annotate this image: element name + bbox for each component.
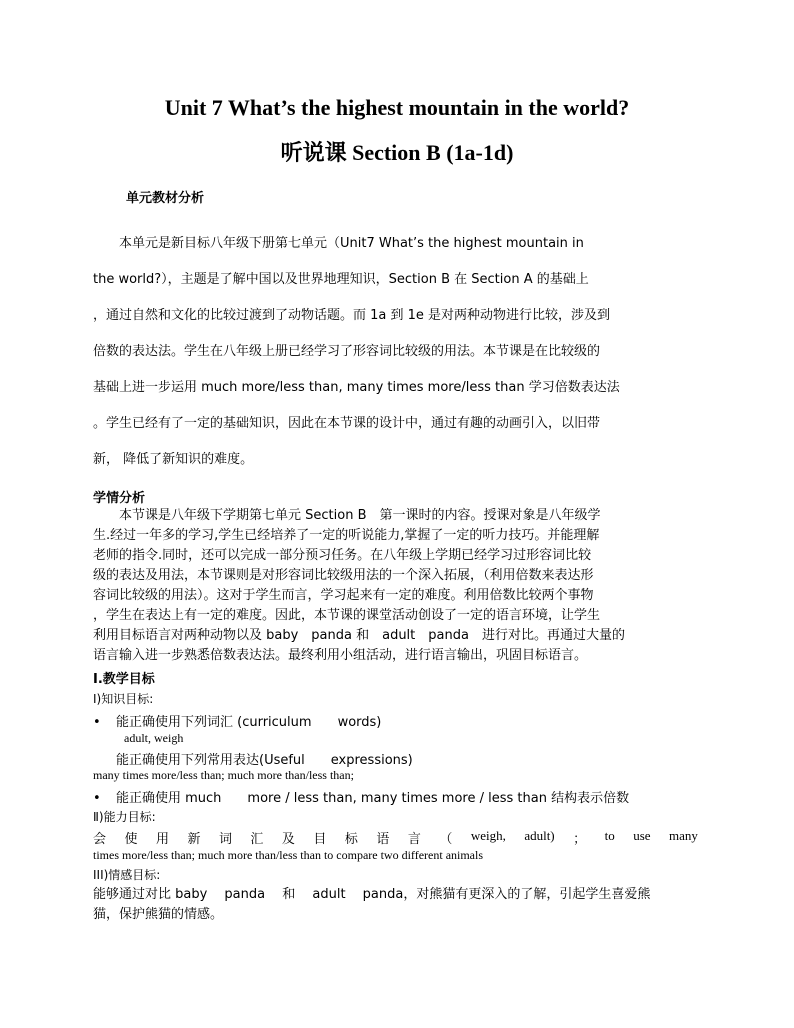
learner-line: 级的表达及用法，本节课则是对形容词比较级用法的一个深入拓展，（利用倍数来表达形: [93, 568, 594, 583]
ability-token: 会: [93, 832, 107, 847]
ability-token: ；: [573, 832, 587, 847]
learner-line: ，学生在表达上有一定的难度。因此，本节课的课堂活动创设了一定的语言环境，让学生: [93, 608, 601, 623]
document-title: Unit 7 What’s the highest mountain in the world?: [164, 95, 630, 120]
emotion-line: 猫，保护熊猫的情感。: [93, 907, 224, 922]
bullet-symbol: •: [93, 715, 101, 730]
ability-label: Ⅱ)能力目标:: [93, 810, 156, 824]
knowledge-bullet-1: [93, 711, 381, 730]
vocab-words: adult, weigh: [124, 731, 184, 745]
ability-token: 使: [124, 832, 138, 847]
ability-token: （: [439, 832, 453, 847]
document-subtitle: 听说课 Section B (1a-1d): [280, 140, 514, 165]
learner-line: 利用目标语言对两种动物以及 baby panda 和 adult panda 进行对比。再通过大量的: [93, 628, 625, 643]
analysis-line: ，通过自然和文化的比较过渡到了动物话题。而 1a 到 1e 是对两种动物进行比较，涉及到: [93, 308, 611, 323]
ability-token: 标: [344, 832, 358, 847]
analysis-line: 基础上进一步运用 much more/less than, many times more/less than 学习倍数表达法: [93, 380, 620, 395]
ability-token: 新: [187, 832, 201, 847]
learner-line: 容词比较级的用法）。这对于学生而言，学习起来有一定的难度。利用倍数比较两个事物: [93, 588, 594, 603]
bullet-symbol: •: [93, 791, 101, 806]
analysis-line: 新， 降低了新知识的难度。: [93, 452, 254, 467]
analysis-line: 。学生已经有了一定的基础知识，因此在本节课的设计中，通过有趣的动画引入，以旧带: [93, 416, 601, 431]
ability-line: [93, 828, 698, 847]
ability-token: use: [633, 828, 651, 843]
analysis-line: 本单元是新目标八年级下册第七单元（Unit7 What’s the highest mountain in: [93, 236, 584, 251]
ability-token: many: [669, 828, 698, 843]
emotion-line: 能够通过对比 baby panda 和 adult panda，对熊猫有更深入的了解，引起学生喜爱熊: [93, 887, 651, 902]
ability-token: 目: [313, 832, 327, 847]
learner-line: 老师的指令.同时，还可以完成一部分预习任务。在八年级上学期已经学习过形容词比较: [93, 548, 592, 563]
knowledge-label: Ⅰ)知识目标:: [93, 692, 154, 706]
ability-token: to: [604, 828, 615, 843]
bullet-text: 能正确使用下列词汇 (curriculum words): [116, 715, 382, 730]
learner-line: 生.经过一年多的学习,学生已经培养了一定的听说能力,掌握了一定的听力技巧。并能理解: [93, 528, 600, 543]
expressions-example: many times more/less than; much more than/less than;: [93, 768, 354, 782]
expressions-line: 能正确使用下列常用表达(Useful expressions): [116, 753, 413, 768]
analysis-paragraph: [93, 226, 701, 478]
learner-line: 本节课是八年级下学期第七单元 Section B 第一课时的内容。授课对象是八年级学: [93, 508, 601, 523]
analysis-heading: 单元教材分析: [126, 191, 205, 206]
ability-token: 词: [218, 832, 232, 847]
emotion-paragraph: [93, 885, 701, 925]
ability-token: 及: [281, 832, 295, 847]
ability-token: 语: [376, 832, 390, 847]
ability-token: 用: [155, 832, 169, 847]
learner-line: 语言输入进一步熟悉倍数表达法。最终利用小组活动，进行语言输出，巩固目标语言。: [93, 648, 588, 663]
learner-paragraph: [93, 506, 701, 666]
ability-token: 言: [407, 832, 421, 847]
ability-token: 汇: [250, 832, 264, 847]
knowledge-bullet-2: [93, 787, 629, 806]
bullet-text: 能正确使用 much more / less than, many times more / less than 结构表示倍数: [116, 791, 630, 806]
goals-heading: Ⅰ.教学目标: [93, 672, 155, 687]
ability-token: adult): [524, 828, 555, 843]
learner-heading: 学情分析: [93, 491, 146, 506]
ability-line-2: times more/less than; much more than/less than to compare two different animals: [93, 848, 484, 862]
ability-token: weigh,: [470, 828, 506, 843]
emotion-label: III)情感目标:: [93, 868, 161, 882]
analysis-line: 倍数的表达法。学生在八年级上册已经学习了形容词比较级的用法。本节课是在比较级的: [93, 344, 601, 359]
analysis-line: the world?），主题是了解中国以及世界地理知识，Section B 在 Section A 的基础上: [93, 272, 589, 287]
